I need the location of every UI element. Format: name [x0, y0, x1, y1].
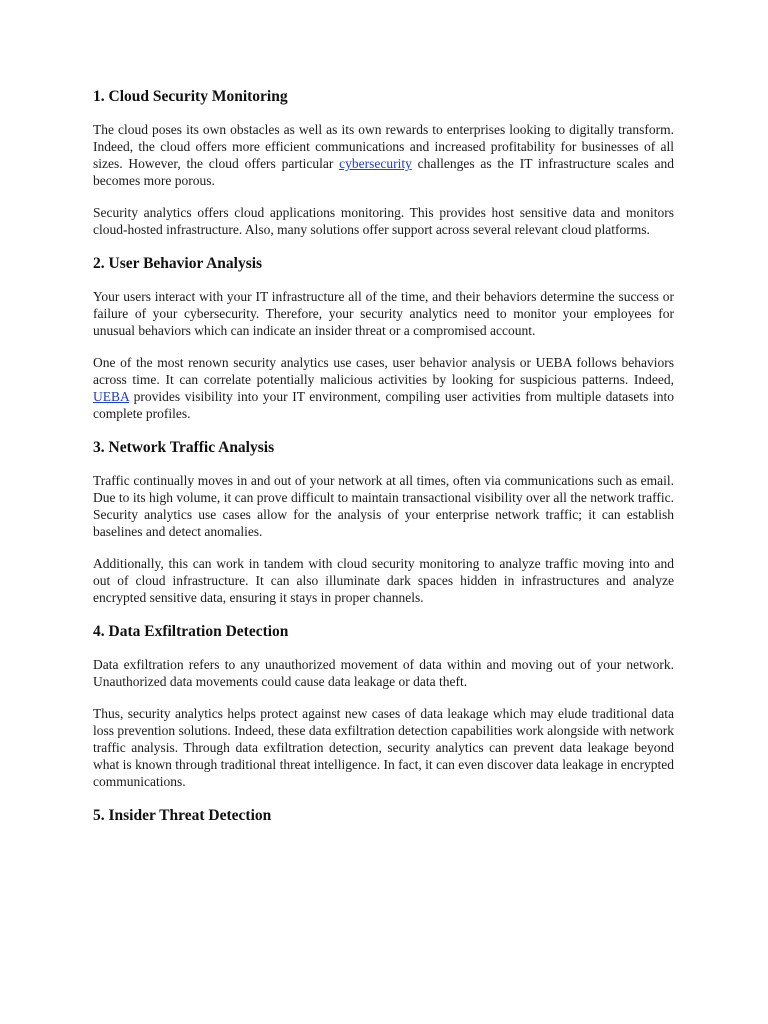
cybersecurity-link[interactable]: cybersecurity: [339, 156, 412, 171]
section-network-traffic-analysis: [93, 437, 674, 606]
section-user-behavior-analysis: [93, 253, 674, 422]
paragraph-text: The cloud poses its own obstacles as well as its own rewards to enterprises looking to digitally transform. Indeed, the cloud offers more efficient communications and increased profitability for businesses of all sizes. However, the cloud offers particular: [93, 122, 674, 171]
paragraph: Traffic continually moves in and out of your network at all times, often via communications such as email. Due to its high volume, it can prove difficult to maintain transactional visibility over all the network traffic. Security analytics use cases allow for the analysis of your enterprise network traffic; it can establish baselines and detect anomalies.: [93, 473, 674, 539]
section-cloud-security-monitoring: [93, 86, 674, 238]
paragraph: [93, 354, 674, 422]
paragraph-text: One of the most renown security analytics use cases, user behavior analysis or UEBA follows behaviors across time. It can correlate potentially malicious activities by looking for suspicious patterns. Indeed,: [93, 355, 674, 387]
paragraph: Your users interact with your IT infrastructure all of the time, and their behaviors determine the success or failure of your cybersecurity. Therefore, your security analytics need to monitor your employees for unusual behaviors which can indicate an insider threat or a compromised account.: [93, 289, 674, 338]
section-heading: 5. Insider Threat Detection: [93, 807, 272, 824]
paragraph: Security analytics offers cloud applications monitoring. This provides host sensitive data and monitors cloud-hosted infrastructure. Also, many solutions offer support across several relevant cloud platforms.: [93, 205, 674, 237]
paragraph-text: challenges as the IT infrastructure scales and becomes more porous.: [93, 156, 674, 188]
section-heading: 3. Network Traffic Analysis: [93, 439, 275, 456]
paragraph: [93, 121, 674, 189]
section-heading: 2. User Behavior Analysis: [93, 255, 263, 272]
section-data-exfiltration-detection: [93, 621, 674, 790]
section-heading: 4. Data Exfiltration Detection: [93, 623, 289, 640]
paragraph: Data exfiltration refers to any unauthorized movement of data within and moving out of your network. Unauthorized data movements could cause data leakage or data theft.: [93, 657, 674, 689]
section-insider-threat-detection: [93, 805, 674, 827]
section-heading: 1. Cloud Security Monitoring: [93, 88, 288, 105]
paragraph: Thus, security analytics helps protect against new cases of data leakage which may elude traditional data loss prevention solutions. Indeed, these data exfiltration detection capabilities work alongside with network traffic analysis. Through data exfiltration detection, security analytics can prevent data leakage beyond what is known through traditional threat intelligence. In fact, it can even discover data leakage in encrypted communications.: [93, 706, 674, 789]
document-page: [93, 86, 674, 840]
paragraph: Additionally, this can work in tandem with cloud security monitoring to analyze traffic moving into and out of cloud infrastructure. It can also illuminate dark spaces hidden in infrastructures and analyze encrypted sensitive data, ensuring it stays in proper channels.: [93, 556, 674, 605]
paragraph-text: provides visibility into your IT environment, compiling user activities from multiple datasets into complete profiles.: [93, 389, 674, 421]
ueba-link[interactable]: UEBA: [93, 389, 130, 404]
